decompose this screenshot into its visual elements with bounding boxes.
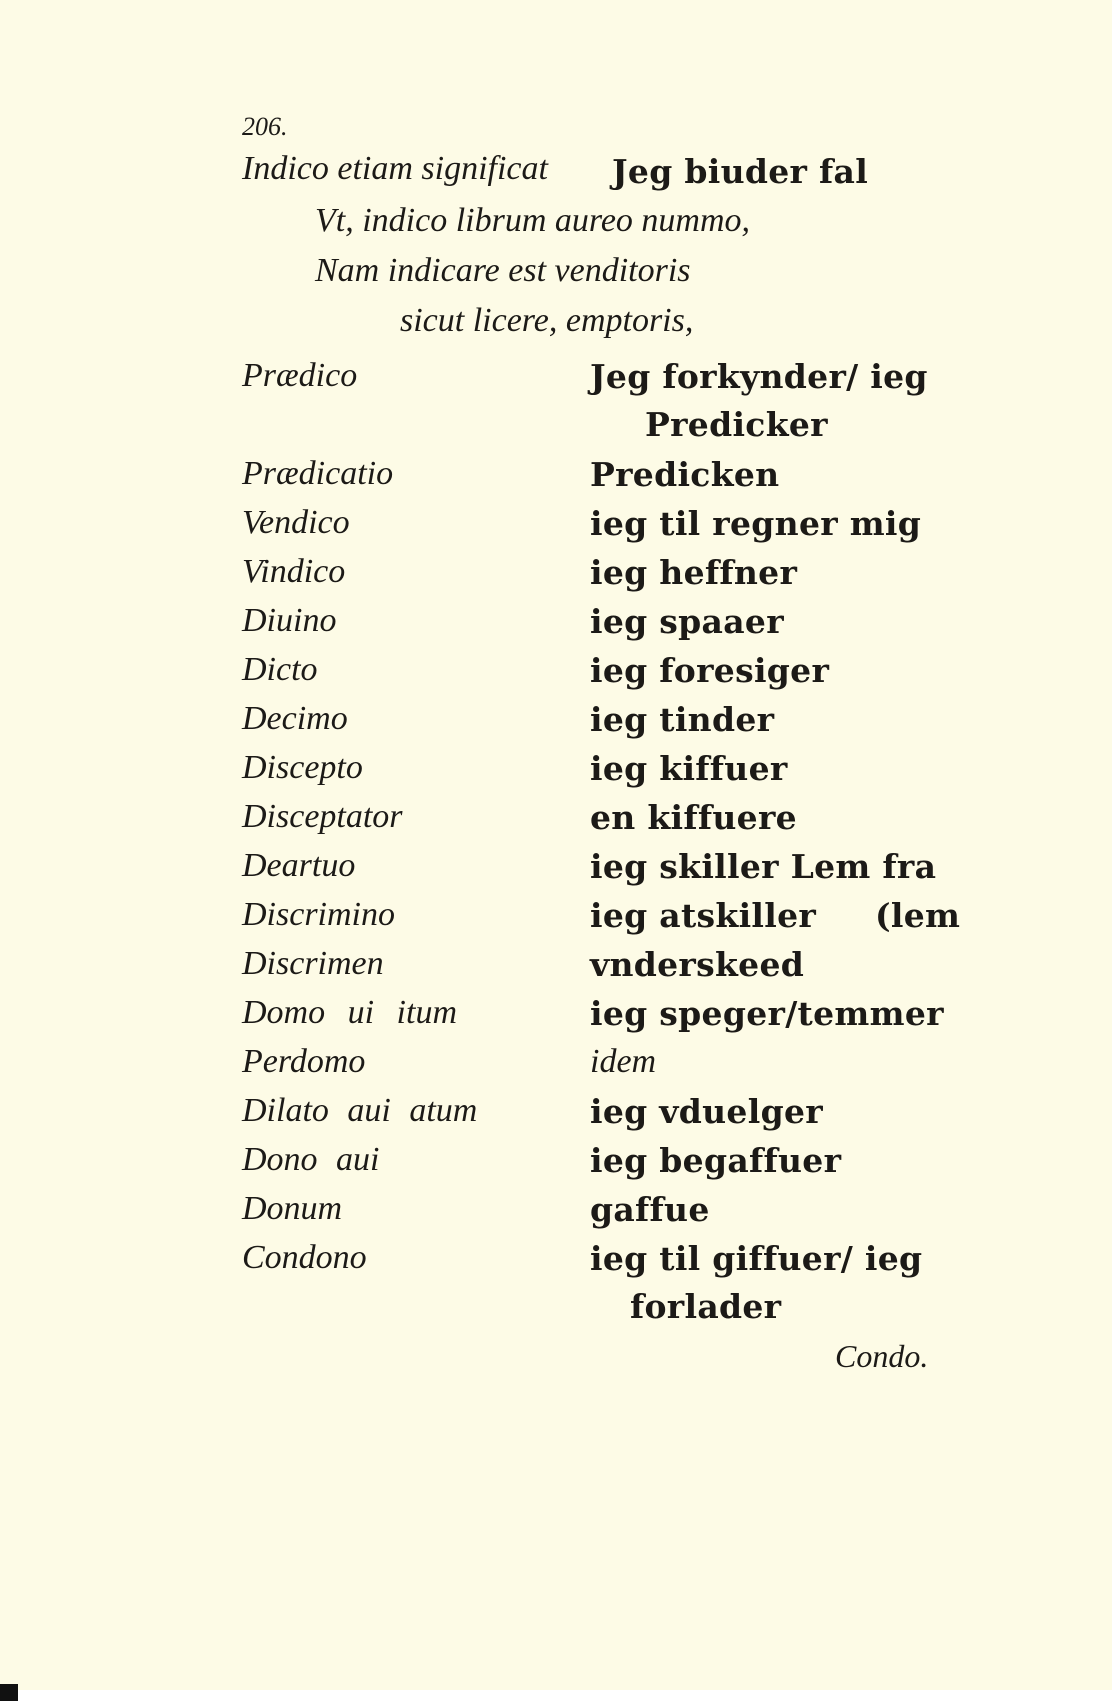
header-line-1-latin: Indico etiam significat [242,150,548,187]
entry-danish: ieg til regner mig [590,504,922,543]
entry-row [0,602,1112,650]
entry-danish-continuation: Predicker [645,405,828,444]
entry-latin: Discepto [242,749,363,786]
entry-latin: Condono [242,1239,367,1276]
entry-row [0,455,1112,503]
entry-latin: Diuino [242,602,337,639]
entry-latin: Discrimen [242,945,384,982]
entry-danish: ieg vduelger [590,1092,823,1131]
entry-danish: ieg begaffuer [590,1141,842,1180]
entry-latin: Dilato aui atum [242,1092,478,1129]
entry-row [0,945,1112,993]
entry-danish: ieg heffner [590,553,798,592]
entry-latin: Domo ui itum [242,994,457,1031]
entry-danish: ieg spaaer [590,602,784,641]
entry-row [0,1190,1112,1238]
entry-latin: Prædicatio [242,455,394,492]
entry-latin: Vindico [242,553,346,590]
entry-danish: Jeg forkynder/ ieg [590,357,928,396]
entry-row [0,553,1112,601]
entry-row [0,357,1112,444]
entry-danish: en kiffuere [590,798,797,837]
header-line-1-danish: Jeg biuder fal [612,152,869,191]
entry-danish-continuation: forlader [630,1287,782,1326]
header-line-4: sicut licere, emptoris, [400,302,694,339]
entry-danish: idem [590,1043,657,1080]
header-line-2: Vt, indico librum aureo nummo, [315,202,751,239]
entry-latin: Deartuo [242,847,356,884]
entry-danish: vnderskeed [590,945,805,984]
scan-corner-mark [0,1684,18,1701]
entry-row [0,700,1112,748]
entry-row [0,896,1112,944]
entry-danish: ieg atskiller (lem [590,896,961,935]
entry-row [0,651,1112,699]
entry-latin: Decimo [242,700,348,737]
entry-danish: Predicken [590,455,780,494]
entry-danish: ieg foresiger [590,651,830,690]
entry-danish: ieg til giffuer/ ieg [590,1239,923,1278]
entry-row [0,749,1112,797]
entry-row [0,994,1112,1042]
entry-row [0,504,1112,552]
entry-row [0,847,1112,895]
entry-danish: ieg skiller Lem fra [590,847,937,886]
entry-danish: gaffue [590,1190,710,1229]
entry-latin: Prædico [242,357,358,394]
entry-latin: Donum [242,1190,343,1227]
entry-row [0,1092,1112,1140]
entry-latin: Vendico [242,504,350,541]
scan-border [0,1690,1120,1701]
entry-row [0,1043,1112,1091]
entry-row [0,1141,1112,1189]
entry-danish: ieg kiffuer [590,749,788,788]
entry-danish: ieg tinder [590,700,775,739]
page-number: 206. [242,112,288,141]
entry-latin: Disceptator [242,798,403,835]
entry-latin: Perdomo [242,1043,366,1080]
header-line-3: Nam indicare est venditoris [315,252,691,289]
entry-row [0,1239,1112,1326]
catchword: Condo. [835,1338,929,1374]
entry-latin: Dono aui [242,1141,380,1178]
entry-latin: Discrimino [242,896,395,933]
entry-row [0,798,1112,846]
entry-danish: ieg speger/temmer [590,994,944,1033]
entry-latin: Dicto [242,651,318,688]
